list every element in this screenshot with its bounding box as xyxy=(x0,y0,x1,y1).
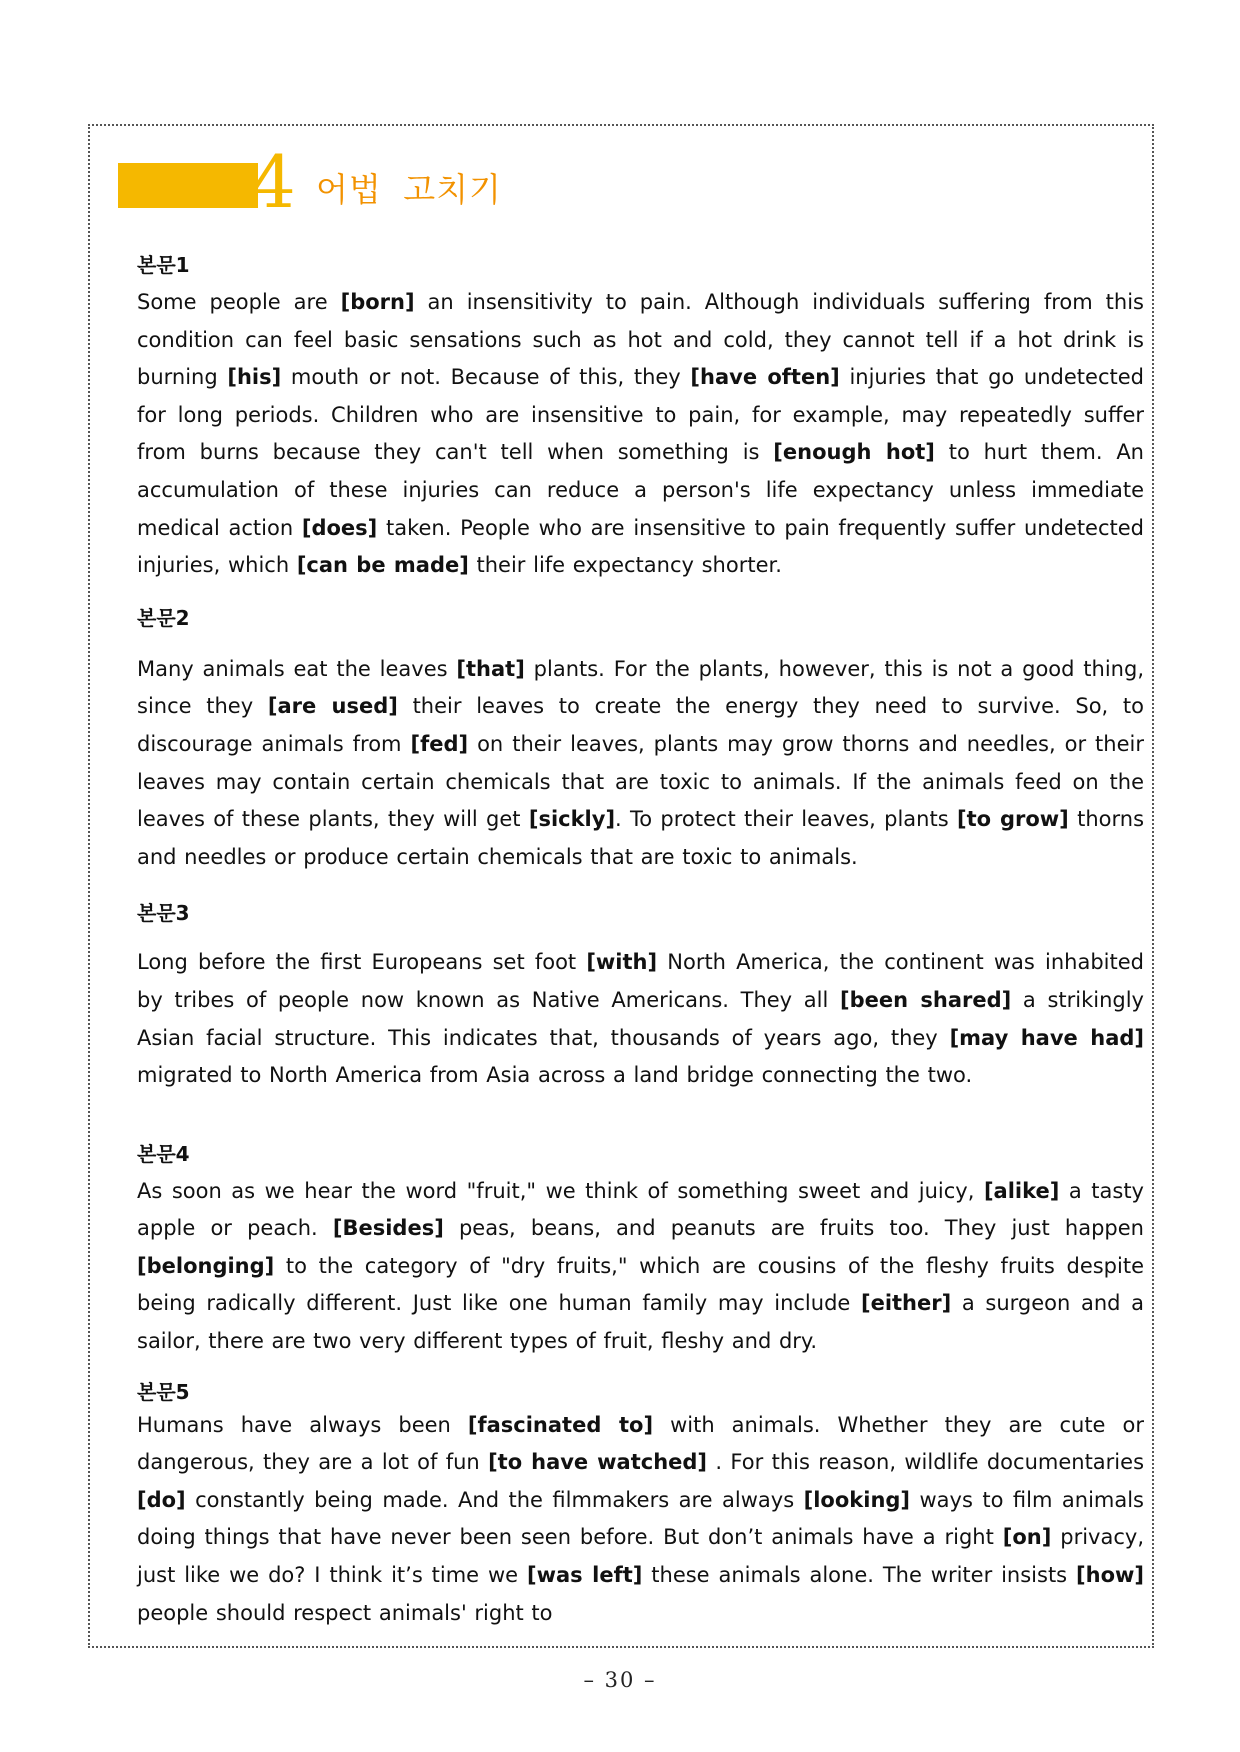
blank-answer: [may have had] xyxy=(949,1025,1144,1050)
blank-answer: [looking] xyxy=(803,1487,911,1512)
blank-answer: [fascinated to] xyxy=(467,1412,654,1437)
passage-5 xyxy=(137,1377,1144,1633)
passage-label: 본문5 xyxy=(137,1379,190,1404)
passage-fragment: migrated to North America from Asia across a land bridge connecting the two. xyxy=(137,1063,973,1088)
passage-text xyxy=(137,944,1144,1094)
passage-label: 본문3 xyxy=(137,901,190,926)
passage-text xyxy=(137,284,1144,585)
passage-fragment: constantly being made. And the filmmakers are always xyxy=(185,1487,804,1512)
blank-answer: [how] xyxy=(1076,1563,1144,1588)
blank-answer: [can be made] xyxy=(296,553,469,578)
passage-fragment: Many animals eat the leaves xyxy=(137,656,457,681)
blank-answer: [alike] xyxy=(983,1178,1060,1203)
passage-2 xyxy=(137,603,1144,877)
passage-fragment: injuries that go undetected for long periods. Children who are insensitive to pain, for example, may repeatedly suffer from burns because they can't tell when something is xyxy=(137,365,1144,465)
passage-fragment: to hurt them. An accumulation of these injuries can reduce a person's life expectancy unless immediate medical action xyxy=(137,440,1144,540)
passage-4 xyxy=(137,1139,1144,1361)
passage-fragment: mouth or not. Because of this, they xyxy=(281,365,691,390)
page-number: – 30 – xyxy=(583,1668,657,1692)
blank-answer: [Besides] xyxy=(332,1216,444,1241)
passage-fragment: As soon as we hear the word "fruit," we think of something sweet and juicy, xyxy=(137,1178,984,1203)
passage-fragment: Humans have always been xyxy=(137,1412,468,1437)
passage-fragment: people should respect animals' right to xyxy=(137,1600,553,1625)
passage-fragment: plants. For the plants, however, this is not a good thing, since they xyxy=(137,656,1144,719)
passage-label: 본문1 xyxy=(137,253,190,277)
passage-fragment: privacy, just like we do? I think it’s time we xyxy=(137,1525,1144,1588)
passage-fragment: . For this reason, wildlife documentaries xyxy=(707,1450,1145,1475)
blank-answer: [are used] xyxy=(267,694,398,719)
blank-answer: [does] xyxy=(301,515,378,540)
passage-list xyxy=(137,250,1144,1632)
blank-answer: [have often] xyxy=(690,365,840,390)
passage-fragment: a strikingly Asian facial structure. This indicates that, thousands of years ago, they xyxy=(137,987,1144,1050)
passage-fragment: with animals. Whether they are cute or dangerous, they are a lot of fun xyxy=(137,1412,1144,1475)
blank-answer: [sickly] xyxy=(528,807,616,832)
blank-answer: [to grow] xyxy=(956,807,1069,832)
passage-fragment: . To protect their leaves, plants xyxy=(615,807,957,832)
blank-answer: [do] xyxy=(137,1487,186,1512)
blank-answer: [his] xyxy=(227,365,282,390)
blank-answer: [belonging] xyxy=(137,1253,275,1278)
passage-fragment: ways to film animals doing things that have never been seen before. But don’t animals have a right xyxy=(137,1487,1144,1550)
passage-fragment: taken. People who are insensitive to pain frequently suffer undetected injuries, which xyxy=(137,515,1144,578)
passage-fragment: their life expectancy shorter. xyxy=(468,553,782,578)
passage-fragment: North America, the continent was inhabited by tribes of people now known as Native Americans. They all xyxy=(137,950,1144,1012)
blank-answer: [been shared] xyxy=(840,987,1012,1012)
passage-fragment: on their leaves, plants may grow thorns and needles, or their leaves may contain certain chemicals that are toxic to animals. If the animals feed on the leaves of these plants, they will get xyxy=(137,731,1144,832)
passage-fragment: peas, beans, and peanuts are fruits too. They just happen xyxy=(443,1216,1144,1241)
blank-answer: [on] xyxy=(1002,1525,1052,1550)
blank-answer: [that] xyxy=(456,656,525,681)
passage-1 xyxy=(137,250,1144,585)
blank-answer: [either] xyxy=(860,1291,952,1316)
passage-fragment: an insensitivity to pain. Although individuals suffering from this condition can feel basic sensations such as hot and cold, they cannot tell if a hot drink is burning xyxy=(137,290,1144,390)
title-accent-bar xyxy=(118,163,258,208)
passage-label: 본문4 xyxy=(137,1141,190,1166)
blank-answer: [enough hot] xyxy=(773,440,935,465)
page-title: 어법 고치기 xyxy=(316,170,502,209)
passage-text xyxy=(137,1173,1144,1361)
blank-answer: [was left] xyxy=(526,1563,643,1588)
blank-answer: [with] xyxy=(586,950,658,975)
passage-label: 본문2 xyxy=(137,605,190,630)
passage-fragment: their leaves to create the energy they need to survive. So, to discourage animals from xyxy=(137,694,1144,756)
blank-answer: [fed] xyxy=(410,731,469,756)
passage-fragment: thorns and needles or produce certain chemicals that are toxic to animals. xyxy=(137,807,1145,869)
passage-fragment: these animals alone. The writer insists xyxy=(642,1563,1077,1588)
blank-answer: [born] xyxy=(340,290,415,314)
passage-text xyxy=(137,651,1144,877)
passage-fragment: a tasty apple or peach. xyxy=(137,1178,1144,1241)
passage-text xyxy=(137,1407,1144,1633)
passage-fragment: Some people are xyxy=(137,290,341,314)
passage-fragment: to the category of "dry fruits," which are cousins of the fleshy fruits despite being radically different. Just like one human family may include xyxy=(137,1253,1144,1316)
section-number: 4 xyxy=(250,140,296,224)
passage-fragment: a surgeon and a sailor, there are two very different types of fruit, fleshy and dry. xyxy=(137,1291,1145,1354)
passage-3 xyxy=(137,898,1144,1094)
blank-answer: [to have watched] xyxy=(488,1450,708,1475)
passage-fragment: Long before the first Europeans set foot xyxy=(137,950,587,975)
